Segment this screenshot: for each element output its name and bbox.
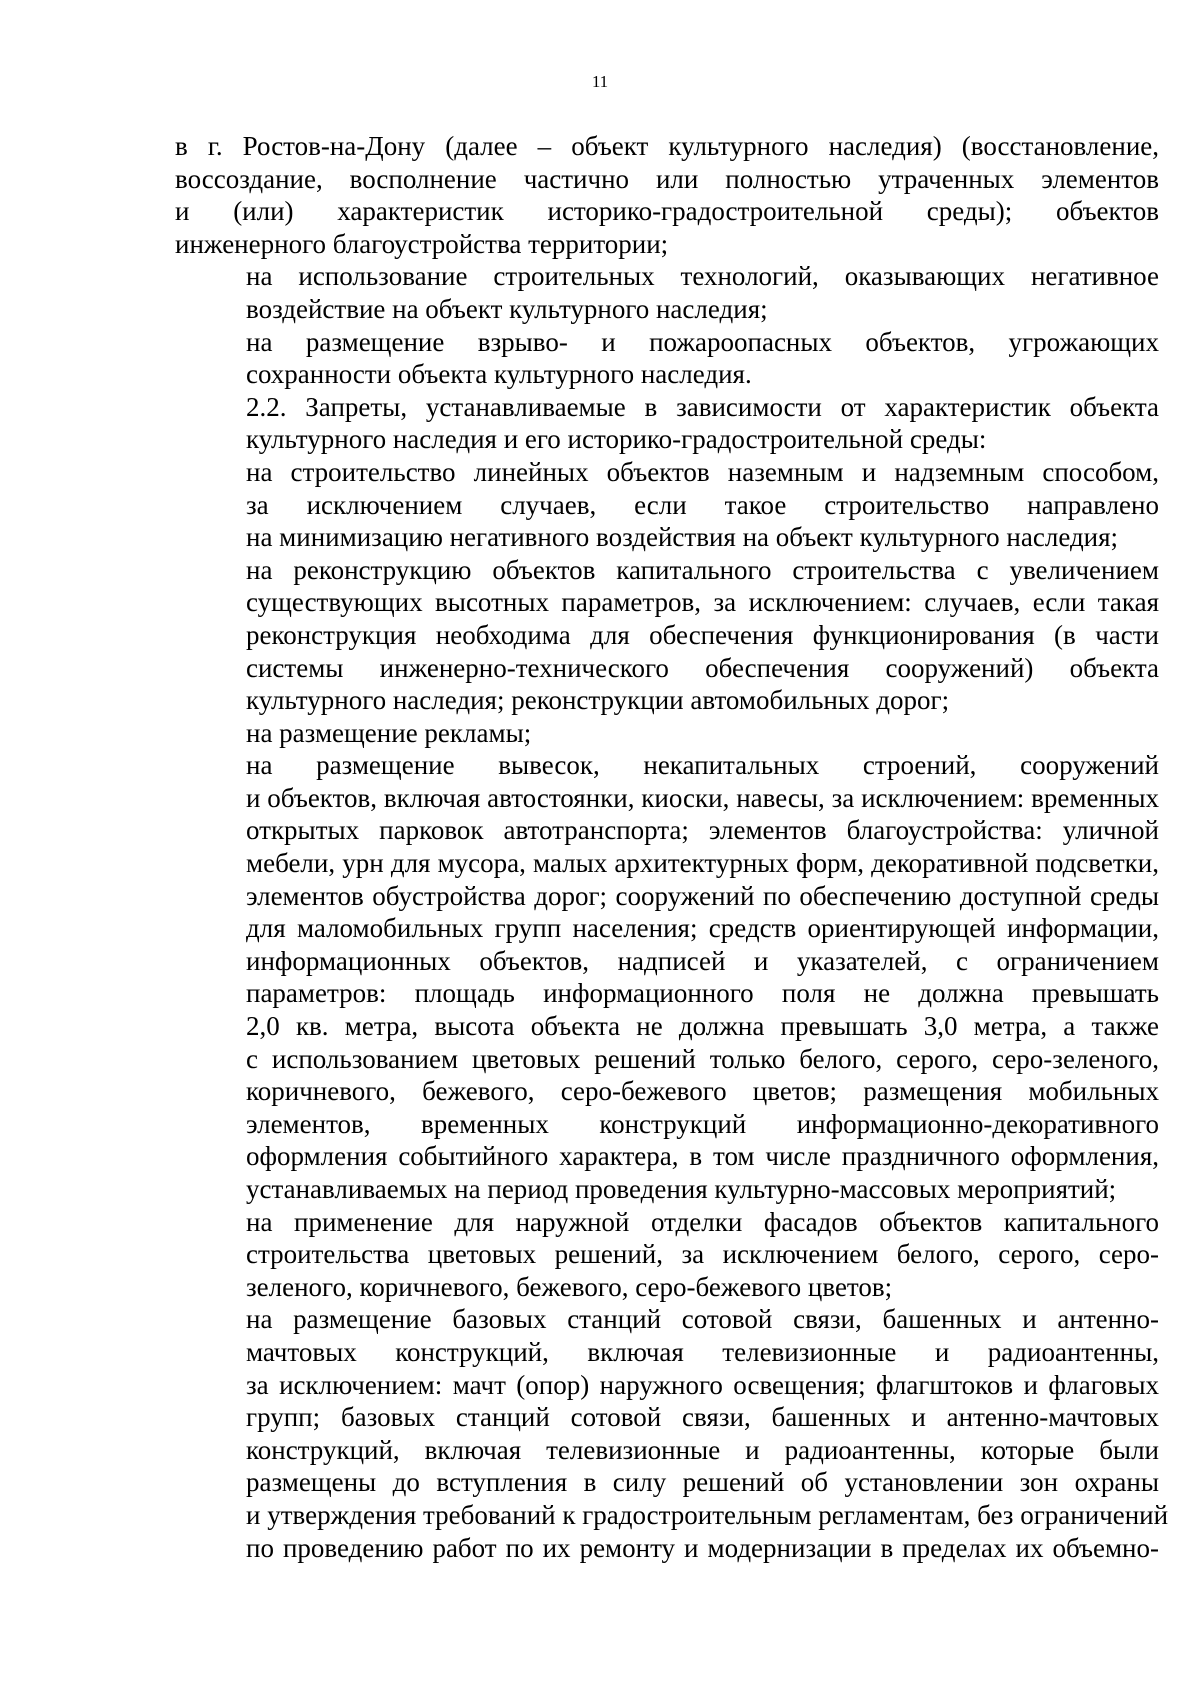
text-line: размещены до вступления в силу решений об установлении зон охраны	[246, 1467, 1159, 1498]
text-line: на размещение базовых станций сотовой связи, башенных и антенно-	[246, 1304, 1159, 1335]
text-line: существующих высотных параметров, за исключением: случаев, если такая	[246, 587, 1159, 618]
paragraph	[175, 391, 1159, 456]
text-line: мебели, урн для мусора, малых архитектурных форм, декоративной подсветки,	[246, 848, 1159, 879]
text-line: на размещение вывесок, некапитальных строений, сооружений	[246, 750, 1159, 781]
paragraph	[175, 326, 1159, 391]
document-body	[175, 130, 1169, 1564]
text-line: мачтовых конструкций, включая телевизионные и радиоантенны,	[246, 1336, 1159, 1367]
text-line: информационных объектов, надписей и указателей, с ограничением	[246, 945, 1159, 976]
paragraph	[175, 130, 1159, 260]
text-line: устанавливаемых на период проведения культурно-массовых мероприятий;	[246, 1174, 1117, 1204]
text-line: параметров: площадь информационного поля не должна превышать	[246, 978, 1159, 1009]
text-line: зеленого, коричневого, бежевого, серо-бежевого цветов;	[246, 1271, 893, 1302]
paragraph	[175, 1206, 1159, 1304]
text-line: сохранности объекта культурного наследия.	[246, 359, 752, 390]
text-line: культурного наследия; реконструкции автомобильных дорог;	[246, 685, 950, 716]
text-line: оформления событийного характера, в том числе праздничного оформления,	[246, 1141, 1159, 1172]
text-line: за исключением: мачт (опор) наружного освещения; флагштоков и флаговых	[246, 1369, 1159, 1400]
text-line: воздействие на объект культурного наследия;	[246, 293, 768, 324]
text-line: на строительство линейных объектов наземным и надземным способом,	[246, 456, 1159, 487]
text-line: с использованием цветовых решений только белого, серого, серо-зеленого,	[246, 1043, 1159, 1074]
text-line: на реконструкцию объектов капитального строительства с увеличением	[246, 554, 1159, 585]
text-line: в г. Ростов-на-Дону (далее – объект культурного наследия) (восстановление,	[175, 131, 1159, 161]
text-line: элементов, временных конструкций информационно-декоративного	[246, 1108, 1159, 1139]
text-line: за исключением случаев, если такое строительство направлено	[246, 489, 1159, 520]
text-line: на применение для наружной отделки фасадов объектов капитального	[246, 1206, 1159, 1237]
text-line: инженерного благоустройства территории;	[175, 228, 669, 259]
paragraph	[175, 260, 1159, 325]
paragraph	[175, 1303, 1169, 1564]
text-line: 2,0 кв. метра, высота объекта не должна превышать 3,0 метра, а также	[246, 1011, 1159, 1042]
text-line: на размещение взрыво- и пожароопасных объектов, угрожающих	[246, 326, 1159, 357]
text-line: конструкций, включая телевизионные и радиоантенны, которые были	[246, 1434, 1159, 1465]
text-line: и объектов, включая автостоянки, киоски, навесы, за исключением: временных	[246, 782, 1159, 813]
text-line: системы инженерно-технического обеспечения сооружений) объекта	[246, 652, 1159, 683]
text-line: по проведению работ по их ремонту и модернизации в пределах их объемно-	[246, 1532, 1159, 1563]
text-line: воссоздание, восполнение частично или полностью утраченных элементов	[175, 163, 1159, 194]
paragraph	[175, 749, 1159, 1205]
text-line: групп; базовых станций сотовой связи, башенных и антенно-мачтовых	[246, 1402, 1159, 1433]
text-line: на использование строительных технологий, оказывающих негативное	[246, 261, 1159, 292]
paragraph	[175, 456, 1159, 554]
paragraph	[175, 717, 1159, 750]
text-line: 2.2. Запреты, устанавливаемые в зависимости от характеристик объекта	[246, 391, 1159, 422]
paragraph	[175, 554, 1159, 717]
page-number: 11	[591, 72, 609, 91]
text-line: культурного наследия и его историко-градостроительной среды:	[246, 424, 987, 455]
text-line: и утверждения требований к градостроительным регламентам, без ограничений	[246, 1499, 1169, 1530]
text-line: на размещение рекламы;	[246, 717, 532, 748]
text-line: элементов обустройства дорог; сооружений по обеспечению доступной среды	[246, 880, 1159, 911]
text-line: для маломобильных групп населения; средств ориентирующей информации,	[246, 913, 1159, 944]
text-line: строительства цветовых решений, за исключением белого, серого, серо-	[246, 1239, 1159, 1270]
text-line: на минимизацию негативного воздействия на объект культурного наследия;	[246, 522, 1119, 553]
text-line: и (или) характеристик историко-градостроительной среды); объектов	[175, 196, 1159, 227]
text-line: коричневого, бежевого, серо-бежевого цветов; размещения мобильных	[246, 1076, 1159, 1107]
text-line: реконструкция необходима для обеспечения функционирования (в части	[246, 619, 1159, 650]
text-line: открытых парковок автотранспорта; элементов благоустройства: уличной	[246, 815, 1159, 846]
